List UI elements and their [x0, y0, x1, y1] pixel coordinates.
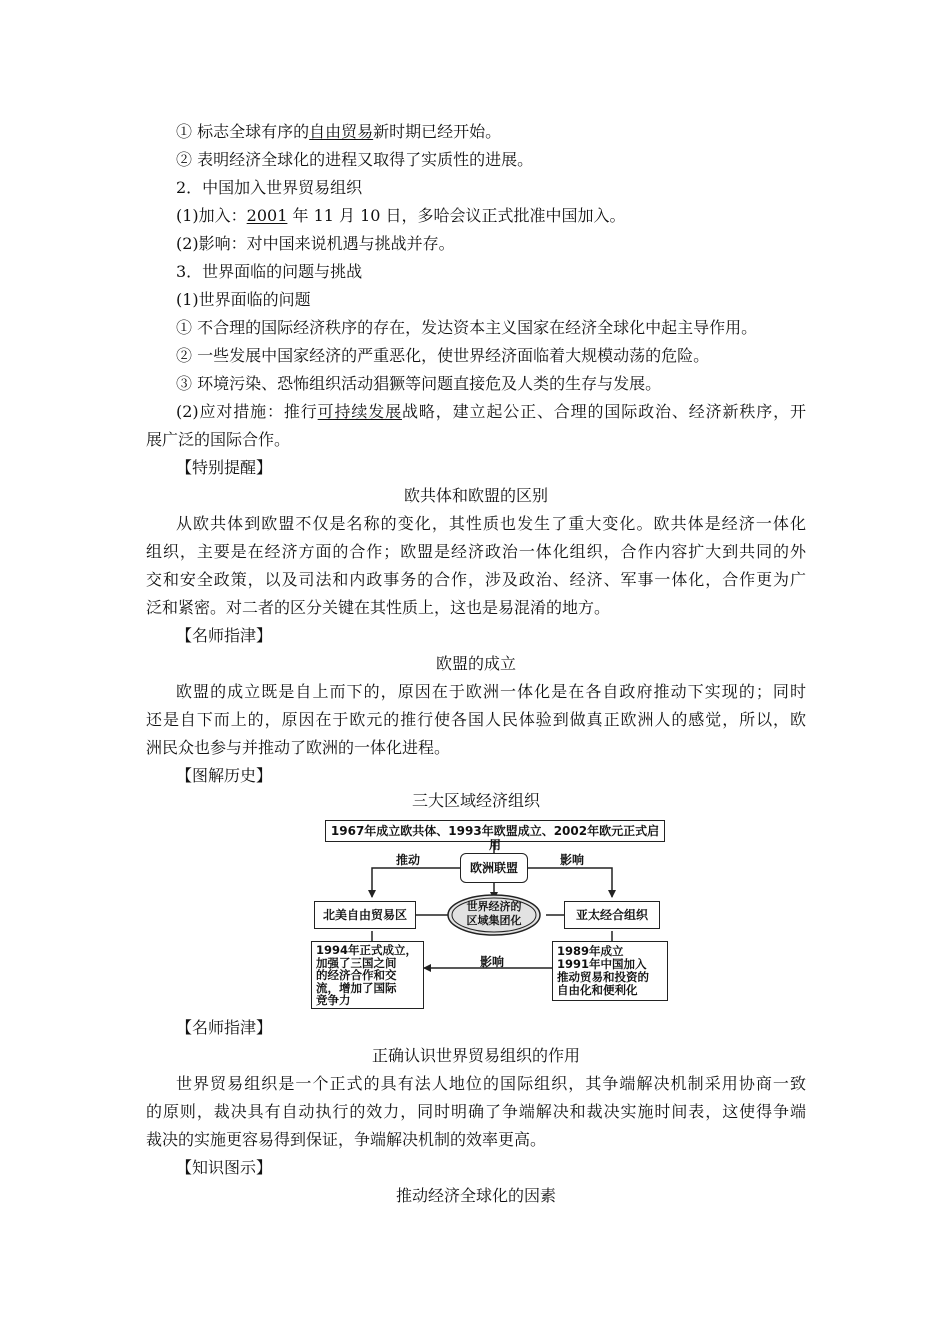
center-label-line: 世界经济的 [466, 900, 522, 913]
note-line: 1991年中国加入 [557, 957, 647, 971]
paragraph-line: 欧盟的成立既是自上而下的，原因在于欧洲一体化是在各自政府推动下实现的；同时 [176, 682, 806, 701]
nafta-box: 北美自由贸易区 [314, 901, 416, 929]
subtitle: 欧盟的成立 [435, 654, 516, 673]
text-line: (2)应对措施：推行可持续发展战略，建立起公正、合理的国际政治、经济新秩序，开 [176, 402, 806, 421]
tip-heading: 【图解历史】 [176, 766, 273, 785]
push-label: 推动 [396, 853, 421, 867]
text-line: (2)影响：对中国来说机遇与挑战并存。 [176, 234, 455, 253]
eu-box: 欧洲联盟 [460, 853, 528, 883]
paragraph-line: 组织，主要是在经济方面的合作；欧盟是经济政治一体化组织，合作内容扩大到共同的外 [146, 542, 806, 561]
center-label-line: 区域集团化 [466, 914, 522, 927]
paragraph-line: 还是自下而上的，原因在于欧元的推行使各国人民体验到做真正欧洲人的感觉，所以，欧 [146, 710, 806, 729]
section-heading: 3．世界面临的问题与挑战 [176, 262, 363, 281]
text-line: ② 一些发展中国家经济的严重恶化，使世界经济面临着大规模动荡的危险。 [176, 346, 710, 365]
paragraph-line: 交和安全政策，以及司法和内政事务的合作，涉及政治、经济、军事一体化，合作更为广 [146, 570, 806, 589]
note-line: 流，增加了国际 [316, 980, 397, 995]
paragraph-line: 裁决的实施更容易得到保证，争端解决机制的效率更高。 [146, 1130, 547, 1149]
paragraph-line: 泛和紧密。对二者的区分关键在其性质上，这也是易混淆的地方。 [146, 598, 611, 617]
note-line: 推动贸易和投资的 [557, 970, 649, 984]
note-line: 1989年成立 [557, 944, 624, 958]
nafta-note-box [311, 941, 424, 1009]
push-arrow [372, 868, 460, 897]
influence-arrow [528, 868, 612, 897]
note-line: 的经济合作和交 [316, 968, 397, 982]
text-line: (1)世界面临的问题 [176, 290, 311, 309]
subtitle: 欧共体和欧盟的区别 [403, 486, 548, 505]
text-line: ③ 环境污染、恐怖组织活动猖獗等问题直接危及人类的生存与发展。 [176, 374, 662, 393]
note-line: 竞争力 [316, 993, 351, 1007]
text-line: (1)加入：2001 年 11 月 10 日，多哈会议正式批准中国加入。 [176, 206, 626, 225]
apec-note-box [552, 941, 668, 1001]
center-label [448, 900, 540, 928]
eu-timeline-box: 1967年成立欧共体、1993年欧盟成立、2002年欧元正式启用 [325, 820, 665, 842]
subtitle: 正确认识世界贸易组织的作用 [371, 1046, 580, 1065]
tip-heading: 【名师指津】 [176, 626, 273, 645]
text-line: ① 不合理的国际经济秩序的存在，发达资本主义国家在经济全球化中起主导作用。 [176, 318, 758, 337]
text-line: 展广泛的国际合作。 [146, 430, 291, 449]
apec-box: 亚太经合组织 [564, 901, 660, 929]
tip-heading: 【知识图示】 [176, 1158, 273, 1177]
influence-label: 影响 [560, 853, 585, 867]
paragraph-line: 洲民众也参与并推动了欧洲的一体化进程。 [146, 738, 451, 757]
subtitle: 三大区域经济组织 [411, 791, 540, 810]
paragraph-line: 从欧共体到欧盟不仅是名称的变化，其性质也发生了重大变化。欧共体是经济一体化 [176, 514, 806, 533]
subtitle: 推动经济全球化的因素 [395, 1186, 556, 1205]
text-line: ② 表明经济全球化的进程又取得了实质性的进展。 [176, 150, 534, 169]
influence-label: 影响 [480, 955, 505, 969]
note-line: 1994年正式成立， [316, 943, 418, 957]
section-heading: 2．中国加入世界贸易组织 [176, 178, 363, 197]
tip-heading: 【名师指津】 [176, 1018, 273, 1037]
paragraph-line: 的原则，裁决具有自动执行的效力，同时明确了争端解决和裁决实施时间表，这使得争端 [146, 1102, 806, 1121]
note-line: 自由化和便利化 [557, 983, 638, 997]
paragraph-line: 世界贸易组织是一个正式的具有法人地位的国际组织，其争端解决机制采用协商一致 [176, 1074, 806, 1093]
text-line: ① 标志全球有序的自由贸易新时期已经开始。 [176, 122, 502, 141]
regional-organizations-diagram [308, 815, 680, 1015]
note-line: 加强了三国之间 [316, 955, 397, 970]
tip-heading: 【特别提醒】 [176, 458, 273, 477]
